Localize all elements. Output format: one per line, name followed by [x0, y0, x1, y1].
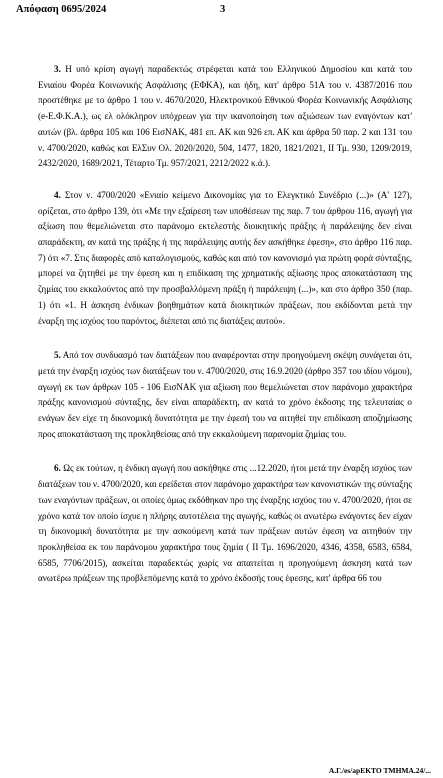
footer-reference: Α.Γ./es/apΕΚΤΟ ΤΜΗΜΑ.24/... — [328, 766, 431, 775]
paragraph-text: Η υπό κρίση αγωγή παραδεκτώς στρέφεται κατά του Ελληνικού Δημοσίου και κατά του Ενιαίου Φορέα Κοινωνικής Ασφάλισης (ΕΦΚΑ), και ήδη, κατ' άρθρο 51Α του ν. 4387/2016 που προστέθηκε με το άρθρο 1 του ν. 4670/2020, Ηλεκτρονικού Εθνικού Φορέα Κοινωνικής Ασφάλισης (e-Ε.Φ.Κ.Α.), ως ελ ολόκληρον υπόχρεων για την ικανοποίηση των αξιώσεων των εναγόντων κατ' αυτών (βλ. άρθρα 105 και 106 ΕισΝΑΚ, 481 επ. ΑΚ και 926 επ. ΑΚ και άρθρα 50 παρ. 2 και 131 του ν. 4700/2020, καθώς και ΕλΣυν Ολ. 2020/2020, 504, 1477, 1820, 1821/2021, ΙΙ Τμ. 930, 1209/2019, 2432/2020, 1689/2021, Τέταρτο Τμ. 957/2021, 2212/2022 κ.ά.). — [38, 64, 413, 169]
page-header — [16, 4, 427, 18]
paragraph-5 — [38, 348, 412, 442]
paragraph-text: Από τον συνδυασμό των διατάξεων που αναφέρονται στην προηγούμενη σκέψη συνάγεται ότι, μετά την έναρξη ισχύος των διατάξεων του ν. 4700/2020, στις 16.9.2020 (άρθρο 357 του ιδίου νόμου), αγωγή εκ των άρθρων 105 - 106 ΕισΝΑΚ για αξίωση που θεμελιώνεται στον παράνομο χαρακτήρα πράξης κανονισμού σύνταξης, δεν είναι απαράδεκτη, αν κατά το χρόνο έκδοσης της τελευταίας ο ενάγων δεν είχε τη δικονομική δυνατότητα με την έφεσή του να αιτηθεί την επιδίκαση αποζημίωσης προς αποκατάσταση της προκληθείσας από την εκκαλούμενη παρανομία ζημίας του. — [38, 350, 412, 439]
paragraph-text: Στον ν. 4700/2020 «Ενιαίο κείμενο Δικονομίας για το Ελεγκτικό Συνέδριο (...)» (Α' 127), ορίζεται, στο άρθρο 139, ότι «Με την εξαίρεση των υποθέσεων της παρ. 7 του άρθρου 116, αγωγή για αξίωση που θεμελιώνεται στο παράνομο εκτελεστής διοικητικής πράξης ή παράλειψης δεν είναι απαράδεκτη, αν κατά της πράξης ή της παράλειψης αυτής δεν ασκήθηκε έφεση», στο άρθρο 116 παρ. 7) ότι «7. Στις διαφορές από καταλογισμούς, καθώς και από τον κανονισμό για πρώτη φορά σύνταξης, μπορεί να ζητηθεί με την έφεση και η επιδίκαση της χρηματικής αξίωσης προς αποκατάσταση της ζημίας του εκκαλούντος από την προσβαλλόμενη πράξη ή παράλειψη (...)», και στο άρθρο 350 (παρ. 1) ότι «1. Η άσκηση ένδικων βοηθημάτων κατά διοικητικών πράξεων, που εκδίδονται μετά την έναρξη της ισχύος του παρόντος, διέπεται από τις διατάξεις αυτού». — [38, 189, 412, 326]
page-number: 3 — [220, 4, 226, 15]
paragraph-4 — [38, 188, 412, 329]
paragraph-number: 3. — [54, 64, 61, 74]
decision-number: Απόφαση 0695/2024 — [16, 4, 107, 15]
document-body — [38, 62, 412, 587]
paragraph-3 — [38, 62, 412, 172]
paragraph-number: 4. — [54, 189, 61, 200]
paragraph-text: Ως εκ τούτων, η ένδικη αγωγή που ασκήθηκε στις ...12.2020, ήτοι μετά την έναρξη ισχύος των διατάξεων του ν. 4700/2020, και ερείδεται στον παράνομο χαρακτήρα των κανονιστικών της σύνταξης των εναγόντων πράξεων, οι οποίες όμως εκδόθηκαν προ της έναρξης ισχύος του ν. 4700/2020, ήτοι σε χρόνο κατά τον οποίο ίσχυε η πλήρης αυτοτέλεια της αγωγής, καθώς οι ανωτέρω ενάγοντες δεν είχαν τη δικονομική δυνατότητα με την ασκούμενη κατά των πράξεων αυτών έφεση να αιτηθούν την προκληθείσα εκ του παράνομου χαρακτήρα τους ζημία ( ΙΙ Τμ. 1696/2020, 4346, 4358, 6583, 6584, 6585, 7706/2015), ασκείται παραδεκτώς χωρίς να απαιτείται η προηγούμενη άσκηση κατά των ανωτέρω πράξεων της προβλεπόμενης κατά το χρόνο έκδοσής τους έφεσης, κατ' άρθρα 66 του — [38, 463, 412, 584]
paragraph-number: 5. — [54, 350, 61, 361]
paragraph-6 — [38, 461, 412, 587]
paragraph-number: 6. — [54, 463, 61, 474]
